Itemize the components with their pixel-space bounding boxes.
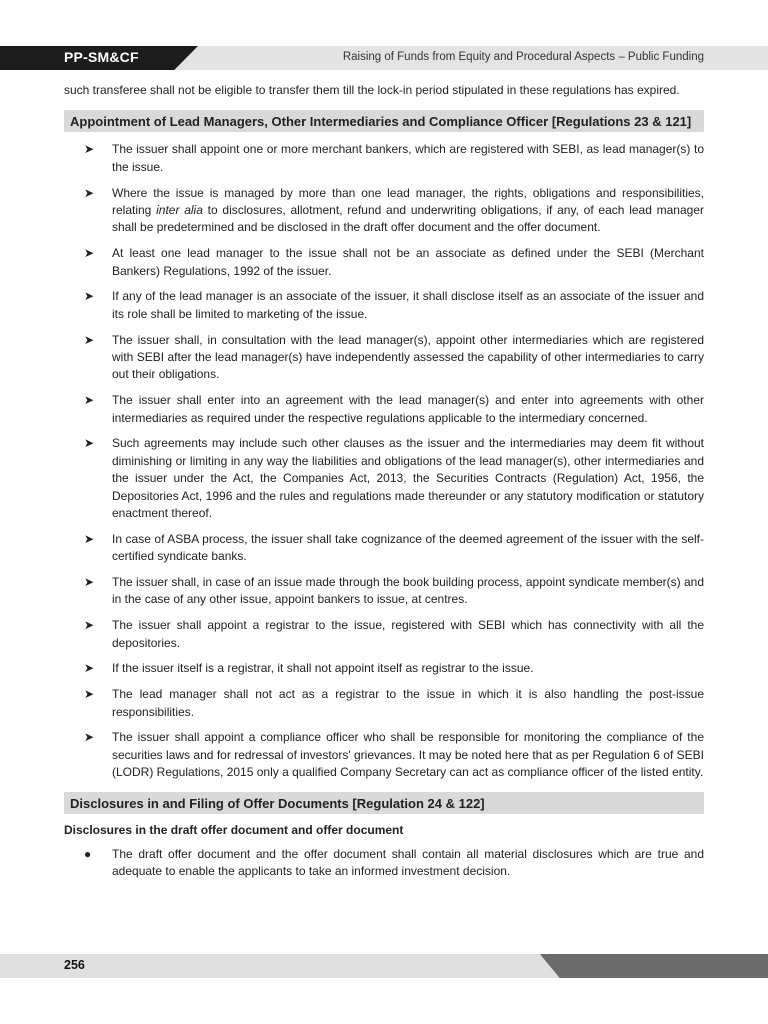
list-item-text: The issuer shall enter into an agreement with the lead manager(s) and enter into agreements with other intermediaries as required under the respective regulations applicable to the intermediary concerned. [112, 393, 704, 425]
list-item-text: Such agreements may include such other clauses as the issuer and the intermediaries may deem fit without diminishing or limiting in any way the liabilities and obligations of the lead manager(s), other intermediaries and the issuer under the Act, the Companies Act, 2013, the Securities Contracts (Regulation) Act, 1956, the Depositories Act, 1996 and the rules and regulations made thereunder or any statutory modification or statutory enactment thereof. [112, 436, 704, 521]
arrowhead-bullet-icon: ➤ [84, 661, 95, 676]
list-item-text: The draft offer document and the offer document shall contain all material disclosures which are true and adequate to enable the applicants to take an informed investment decision. [112, 846, 704, 879]
list-item-text: If the issuer itself is a registrar, it shall not appoint itself as registrar to the issue. [112, 661, 534, 676]
arrowhead-bullet-icon: ➤ [84, 575, 95, 590]
list-item [64, 729, 704, 781]
list-item-text: Where the issue is managed by more than one lead manager, the rights, obligations and responsibilities, relating inter alia to disclosures, allotment, refund and underwriting obligations, if any, of each lead manager shall be predetermined and be disclosed in the draft offer document and the offer document. [112, 185, 704, 235]
list-item [64, 846, 704, 881]
list-item [64, 288, 704, 323]
filled-circle-bullet-icon: ● [84, 846, 92, 861]
arrowhead-bullet-icon: ➤ [84, 289, 95, 304]
list-item-text: The issuer shall appoint a registrar to the issue, registered with SEBI which has connectivity with all the depositories. [112, 618, 704, 650]
page-footer [0, 954, 768, 978]
arrowhead-bullet-icon: ➤ [84, 332, 95, 347]
list-item-text: The issuer shall, in case of an issue made through the book building process, appoint syndicate member(s) and in the case of any other issue, appoint bankers to issue, at centres. [112, 575, 704, 607]
list-item [64, 617, 704, 652]
arrowhead-bullet-icon: ➤ [84, 531, 95, 546]
list-item [64, 686, 704, 721]
running-header [0, 46, 768, 70]
header-course-code: PP-SM&CF [64, 49, 139, 65]
arrowhead-bullet-icon: ➤ [84, 730, 95, 745]
list-item [64, 531, 704, 566]
list-item [64, 245, 704, 280]
page-number: 256 [64, 958, 85, 972]
list-item [64, 332, 704, 384]
list-item [64, 141, 704, 176]
section-heading-appointment: Appointment of Lead Managers, Other Intermediaries and Compliance Officer [Regulations 23 & 121] [64, 110, 704, 132]
arrowhead-bullet-icon: ➤ [84, 687, 95, 702]
page-body [64, 82, 704, 889]
disclosures-bullet-list [64, 846, 704, 881]
list-item [64, 185, 704, 237]
italic-term: inter alia [156, 203, 203, 218]
arrowhead-bullet-icon: ➤ [84, 246, 95, 261]
list-item-text: The issuer shall appoint one or more merchant bankers, which are registered with SEBI, as lead manager(s) to the issue. [112, 142, 704, 174]
list-item-text: The lead manager shall not act as a registrar to the issue in which it is also handling the post-issue responsibilities. [112, 687, 704, 719]
footer-dark-band [520, 954, 768, 978]
list-item-text: The issuer shall, in consultation with the lead manager(s), appoint other intermediaries which are registered with SEBI after the lead manager(s) have independently assessed the capability of other intermediaries to carry out their obligations. [112, 332, 704, 382]
list-item-text: The issuer shall appoint a compliance officer who shall be responsible for monitoring the compliance of the securities laws and for redressal of investors' grievances. It may be noted here that as per Regulation 6 of SEBI (LODR) Regulations, 2015 only a qualified Company Secretary can act as compliance officer of the listed entity. [112, 730, 704, 780]
appointment-bullet-list [64, 141, 704, 781]
list-item-text: At least one lead manager to the issue shall not be an associate as defined under the SEBI (Merchant Bankers) Regulations, 1992 of the issuer. [112, 246, 704, 278]
list-item [64, 660, 704, 677]
arrowhead-bullet-icon: ➤ [84, 393, 95, 408]
list-item [64, 435, 704, 522]
list-item [64, 392, 704, 427]
list-item-text: In case of ASBA process, the issuer shall take cognizance of the deemed agreement of the issuer with the self-certified syndicate banks. [112, 531, 704, 564]
subheading-disclosures: Disclosures in the draft offer document and offer document [64, 822, 404, 837]
arrowhead-bullet-icon: ➤ [84, 436, 95, 451]
arrowhead-bullet-icon: ➤ [84, 185, 95, 200]
header-chapter-title: Raising of Funds from Equity and Procedural Aspects – Public Funding [342, 51, 704, 63]
intro-paragraph: such transferee shall not be eligible to transfer them till the lock-in period stipulated in these regulations has expired. [64, 83, 680, 97]
section-heading-disclosures: Disclosures in and Filing of Offer Documents [Regulation 24 & 122] [64, 792, 704, 814]
arrowhead-bullet-icon: ➤ [84, 142, 95, 157]
arrowhead-bullet-icon: ➤ [84, 618, 95, 633]
list-item-text: If any of the lead manager is an associate of the issuer, it shall disclose itself as an associate of the issuer and its role shall be limited to marketing of the issue. [112, 289, 704, 321]
list-item [64, 574, 704, 609]
